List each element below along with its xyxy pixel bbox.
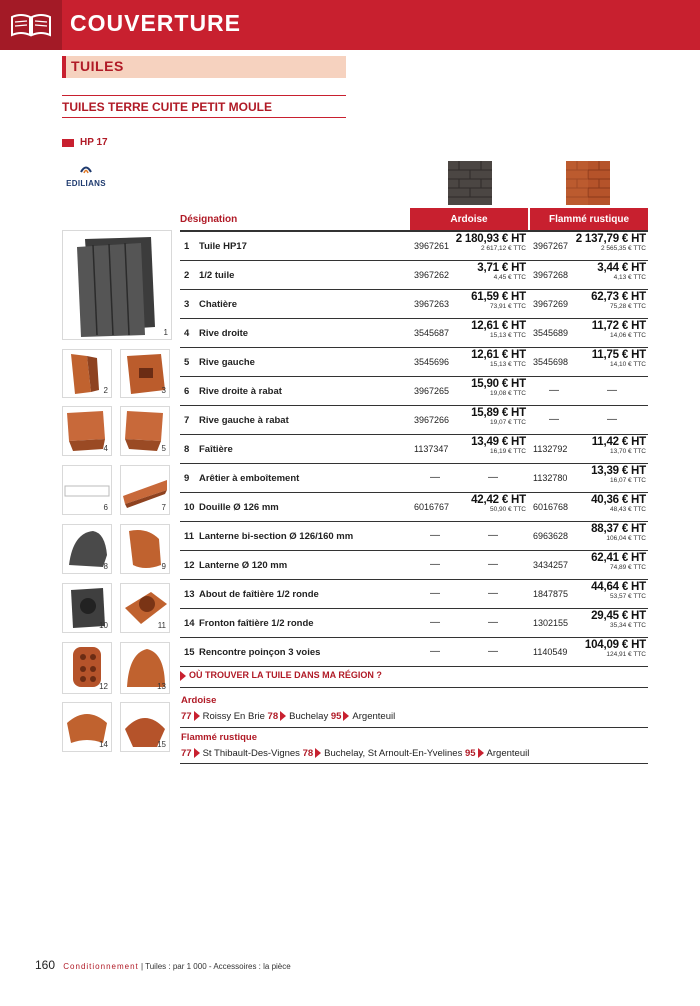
ref-code: 3967265 — [414, 386, 450, 396]
price-ht: 40,36 € HT — [591, 494, 646, 506]
price-ht: 11,75 € HT — [591, 349, 646, 361]
price-ht: 13,39 € HT — [591, 465, 646, 477]
price-empty: — — [607, 385, 617, 396]
city-name: Buchelay — [289, 711, 329, 722]
price-ttc: 16,07 € TTC — [609, 477, 646, 484]
table-row — [180, 435, 648, 464]
ref-code: 3967269 — [533, 299, 569, 309]
price-ht: 2 137,79 € HT — [575, 233, 646, 245]
arrow-right-icon — [280, 711, 286, 721]
row-designation: 4 Rive droite — [184, 328, 249, 339]
table-row — [180, 319, 648, 348]
price-ttc: 19,07 € TTC — [489, 419, 526, 426]
table-row — [180, 348, 648, 377]
region-flamme-line — [181, 748, 529, 759]
row-designation: 2 1/2 tuile — [184, 270, 235, 281]
price — [591, 581, 646, 600]
thumbnail-1: 1 — [62, 230, 172, 340]
col-designation: Désignation — [180, 214, 238, 225]
page-header — [0, 0, 700, 50]
ref-empty: — — [430, 646, 440, 657]
ref-code: 1132780 — [533, 473, 568, 483]
price-ht: 15,89 € HT — [471, 407, 526, 419]
price-ttc: 50,90 € TTC — [489, 506, 526, 513]
city-name: St Thibault-Des-Vignes — [202, 748, 300, 759]
price — [585, 639, 646, 658]
price-ht: 61,59 € HT — [471, 291, 526, 303]
ref-code: 3967262 — [414, 270, 450, 280]
ref-empty: — — [549, 414, 559, 425]
price-ttc: 48,43 € TTC — [609, 506, 646, 513]
price — [471, 320, 526, 339]
ref-code: 3967267 — [533, 241, 569, 251]
section-label — [62, 56, 346, 78]
thumbnail-6: 6 — [62, 465, 112, 515]
table-row — [180, 551, 648, 580]
price-ttc: 73,91 € TTC — [489, 303, 526, 310]
ref-code: 3967268 — [533, 270, 569, 280]
department-code: 95 — [330, 711, 342, 722]
ardoise-swatch — [448, 161, 492, 205]
price-ttc: 14,06 € TTC — [609, 332, 646, 339]
price — [592, 349, 646, 368]
arrow-right-icon — [194, 748, 200, 758]
price-ttc: 53,57 € TTC — [609, 593, 646, 600]
page-number: 160 — [35, 958, 56, 972]
region-ardoise-line — [181, 711, 395, 722]
price-ttc: 15,13 € TTC — [489, 361, 526, 368]
thumbnail-4: 4 — [62, 406, 112, 456]
price-empty: — — [488, 588, 498, 599]
ref-code: 1132792 — [533, 444, 568, 454]
price-ht: 11,72 € HT — [591, 320, 646, 332]
ref-empty: — — [430, 559, 440, 570]
price-ht: 104,09 € HT — [584, 639, 646, 651]
row-designation: 1 Tuile HP17 — [184, 241, 247, 252]
ref-code: 3967263 — [414, 299, 450, 309]
arrow-right-icon — [478, 748, 484, 758]
price — [471, 407, 526, 426]
price-empty: — — [607, 414, 617, 425]
price-ht: 12,61 € HT — [471, 349, 526, 361]
table-row — [180, 261, 648, 290]
city-name: Argenteuil — [486, 748, 530, 759]
price — [592, 320, 646, 339]
ref-code: 6963628 — [533, 531, 569, 541]
price-ht: 15,90 € HT — [471, 378, 526, 390]
thumbnail-2: 2 — [62, 349, 112, 398]
price-ht: 12,61 € HT — [471, 320, 526, 332]
ref-code: 3545689 — [533, 328, 569, 338]
ref-empty: — — [549, 385, 559, 396]
col-flamme: Flammé rustique — [530, 208, 648, 230]
price — [471, 291, 526, 310]
price — [591, 494, 646, 513]
ref-code: 1302155 — [533, 618, 569, 628]
city-name: Buchelay, St Arnoult-En-Yvelines — [324, 748, 463, 759]
department-code: 78 — [302, 748, 314, 759]
row-designation: 5 Rive gauche — [184, 357, 255, 368]
price-empty: — — [488, 559, 498, 570]
bullet-square-icon — [62, 139, 74, 147]
department-code: 78 — [267, 711, 279, 722]
product-code: HP 17 — [62, 137, 108, 148]
price-ttc: 15,13 € TTC — [489, 332, 526, 339]
conditionnement-label: Conditionnement — [63, 962, 139, 971]
thumbnail-9: 9 — [120, 524, 170, 574]
price — [471, 349, 526, 368]
table-row — [180, 464, 648, 493]
price-ht: 3,71 € HT — [477, 262, 526, 274]
price-ttc: 74,89 € TTC — [609, 564, 646, 571]
price-ttc: 13,70 € TTC — [609, 448, 646, 455]
price-ttc: 106,04 € TTC — [606, 535, 646, 542]
table-row — [180, 232, 648, 261]
row-designation: 15 Rencontre poinçon 3 voies — [184, 647, 321, 658]
ref-empty: — — [430, 588, 440, 599]
ref-empty: — — [430, 617, 440, 628]
price-ttc: 4,13 € TTC — [613, 274, 646, 281]
col-ardoise: Ardoise — [410, 208, 528, 230]
price — [576, 233, 646, 252]
price-ht: 88,37 € HT — [591, 523, 646, 535]
ref-code: 3967261 — [414, 241, 450, 251]
thumbnail-3: 3 — [120, 349, 170, 398]
row-designation: 10 Douille Ø 126 mm — [184, 502, 279, 513]
ref-code: 3545698 — [533, 357, 569, 367]
price-empty: — — [488, 530, 498, 541]
price-ht: 29,45 € HT — [591, 610, 646, 622]
ref-code: 3434257 — [533, 560, 569, 570]
subsection-title: TUILES TERRE CUITE PETIT MOULE — [62, 95, 346, 118]
page-title: COUVERTURE — [70, 10, 242, 36]
table-row — [180, 609, 648, 638]
price-ht: 44,64 € HT — [591, 581, 646, 593]
price-ttc: 19,08 € TTC — [489, 390, 526, 397]
region-flamme-label: Flammé rustique — [181, 732, 258, 743]
thumbnail-8: 8 — [62, 524, 112, 574]
arrow-right-icon — [315, 748, 321, 758]
price-ttc: 2 617,12 € TTC — [480, 245, 526, 252]
row-designation: 8 Faîtière — [184, 444, 233, 455]
price-ht: 11,42 € HT — [591, 436, 646, 448]
footer — [35, 958, 291, 972]
ref-code: 1140549 — [533, 647, 568, 657]
ref-empty: — — [430, 472, 440, 483]
ref-code: 6016767 — [414, 502, 450, 512]
price — [477, 262, 526, 281]
department-code: 77 — [181, 711, 192, 722]
table-row — [180, 290, 648, 319]
row-designation: 9 Arêtier à emboîtement — [184, 473, 300, 484]
thumbnail-10: 10 — [62, 583, 112, 633]
department-code: 95 — [464, 748, 476, 759]
price-empty: — — [488, 617, 498, 628]
price — [471, 494, 526, 513]
table-row — [180, 522, 648, 551]
flamme-swatch — [566, 161, 610, 205]
price-ht: 62,73 € HT — [591, 291, 646, 303]
price-ttc: 2 565,35 € TTC — [600, 245, 646, 252]
row-designation: 11 Lanterne bi-section Ø 126/160 mm — [184, 531, 354, 542]
arrow-right-icon — [343, 711, 349, 721]
row-designation: 6 Rive droite à rabat — [184, 386, 282, 397]
region-ardoise-label: Ardoise — [181, 695, 217, 706]
price — [456, 233, 526, 252]
where-heading: OÙ TROUVER LA TUILE DANS MA RÉGION ? — [180, 670, 648, 688]
table-row — [180, 406, 648, 435]
thumbnail-13: 13 — [120, 642, 170, 694]
price — [591, 523, 646, 542]
row-designation: 14 Fronton faîtière 1/2 ronde — [184, 618, 314, 629]
thumbnail-15: 15 — [120, 702, 170, 752]
row-designation: 7 Rive gauche à rabat — [184, 415, 289, 426]
thumbnail-7: 7 — [120, 465, 170, 515]
price-ttc: 75,28 € TTC — [609, 303, 646, 310]
row-designation: 12 Lanterne Ø 120 mm — [184, 560, 288, 571]
row-designation: 13 About de faîtière 1/2 ronde — [184, 589, 319, 600]
price — [592, 436, 646, 455]
ref-code: 3545687 — [414, 328, 450, 338]
ref-code: 3545696 — [414, 357, 450, 367]
table-row — [180, 638, 648, 667]
thumbnail-5: 5 — [120, 406, 170, 456]
table-row — [180, 493, 648, 522]
arrow-right-icon — [180, 671, 186, 681]
price-ttc: 16,19 € TTC — [489, 448, 526, 455]
thumbnail-12: 12 — [62, 642, 112, 694]
row-designation: 3 Chatière — [184, 299, 238, 310]
thumbnail-14: 14 — [62, 702, 112, 752]
ref-code: 3967266 — [414, 415, 450, 425]
price-empty: — — [488, 646, 498, 657]
price-ttc: 124,91 € TTC — [606, 651, 646, 658]
price-ht: 42,42 € HT — [471, 494, 526, 506]
price — [591, 291, 646, 310]
price — [591, 465, 646, 484]
department-code: 77 — [181, 748, 192, 759]
thumbnail-11: 11 — [120, 583, 170, 633]
edilians-logo-icon — [79, 163, 93, 175]
price — [597, 262, 646, 281]
price-ht: 13,49 € HT — [471, 436, 526, 448]
ref-code: 6016768 — [533, 502, 569, 512]
price-empty: — — [488, 472, 498, 483]
price — [591, 610, 646, 629]
section-title: TUILES — [71, 58, 124, 74]
ref-empty: — — [430, 530, 440, 541]
arrow-right-icon — [194, 711, 200, 721]
city-name: Argenteuil — [352, 711, 396, 722]
ref-code: 1847875 — [533, 589, 569, 599]
city-name: Roissy En Brie — [202, 711, 265, 722]
price-ht: 2 180,93 € HT — [455, 233, 526, 245]
price-ht: 3,44 € HT — [597, 262, 646, 274]
price-ttc: 35,34 € TTC — [609, 622, 646, 629]
ref-code: 1137347 — [414, 444, 449, 454]
price-ht: 62,41 € HT — [591, 552, 646, 564]
book-icon — [0, 0, 62, 50]
price-ttc: 14,10 € TTC — [609, 361, 646, 368]
price — [471, 378, 526, 397]
brand-logo: EDILIANS — [60, 160, 112, 188]
price — [591, 552, 646, 571]
table-row — [180, 580, 648, 609]
table-row — [180, 377, 648, 406]
price — [471, 436, 526, 455]
price-ttc: 4,45 € TTC — [493, 274, 526, 281]
conditionnement-detail: | Tuiles : par 1 000 - Accessoires : la pièce — [140, 962, 291, 971]
